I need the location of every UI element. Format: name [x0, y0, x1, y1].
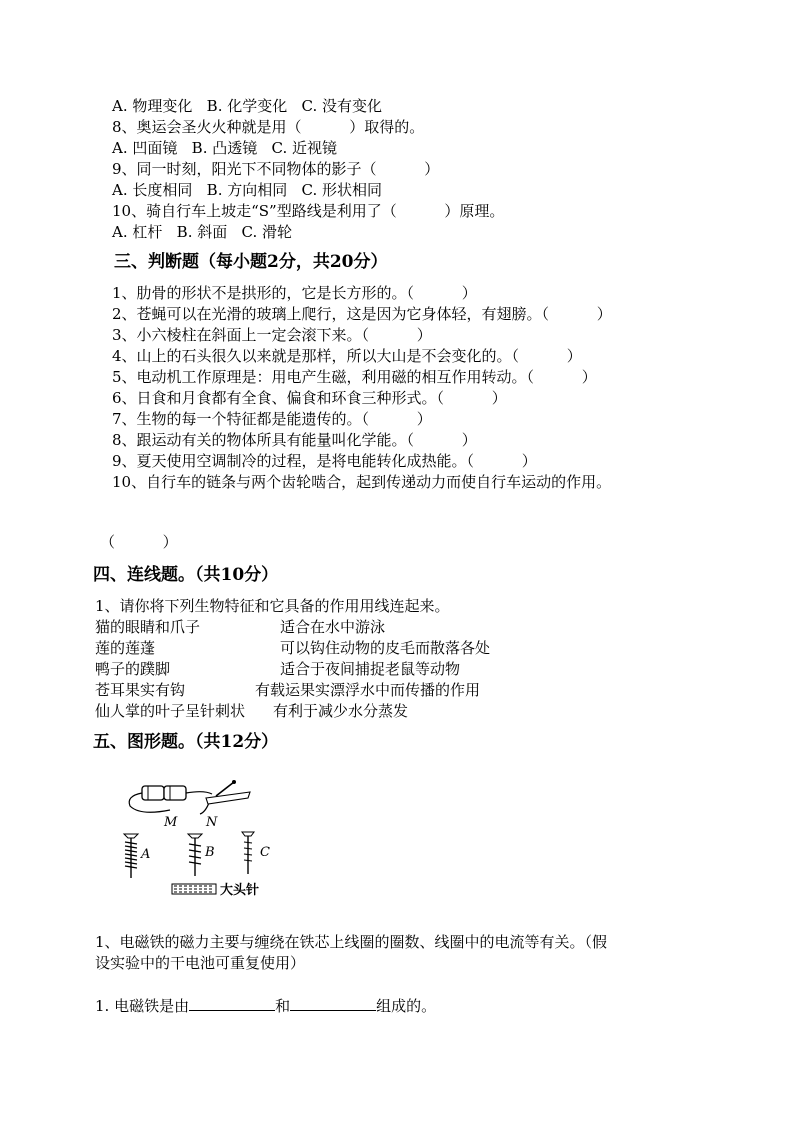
matching-left-item: 鸭子的蹼脚 [95, 660, 171, 678]
matching-right-item: 适合于夜间捕捉老鼠等动物 [280, 660, 461, 678]
matching-intro: 1、请你将下列生物特征和它具备的作用用线连起来。 [95, 597, 450, 615]
label-m: M [164, 815, 178, 830]
question-text: 设实验中的干电池可重复使用） [95, 954, 306, 972]
matching-left-item: 苍耳果实有钩 [95, 681, 186, 699]
label-a: A [141, 847, 151, 862]
label-b: B [205, 845, 215, 860]
switch-icon [206, 780, 250, 804]
choice-line: 10、骑自行车上坡走“S”型路线是利用了（ ）原理。 [112, 202, 505, 220]
choice-line: A. 杠杆 B. 斜面 C. 滑轮 [112, 223, 293, 241]
choice-line: A. 长度相同 B. 方向相同 C. 形状相同 [112, 181, 383, 199]
label-n: N [206, 815, 218, 830]
fill-blank-2[interactable] [290, 994, 376, 1011]
answer-blank: （ ） [100, 533, 178, 551]
choice-line: 9、同一时刻，阳光下不同物体的影子（ ） [112, 160, 440, 178]
tf-item: 7、生物的每一个特征都是能遗传的。（ ） [112, 410, 432, 428]
matching-right-item: 适合在水中游泳 [280, 618, 386, 636]
choice-line: 8、奥运会圣火火种就是用（ ）取得的。 [112, 118, 425, 136]
tf-item: 3、小六棱柱在斜面上一定会滚下来。（ ） [112, 326, 432, 344]
pins-icon [172, 884, 216, 894]
section-title: 三、判断题（每小题2分，共20分） [114, 252, 388, 272]
choice-line: A. 物理变化 B. 化学变化 C. 没有变化 [112, 97, 383, 115]
battery-icon [142, 786, 164, 800]
matching-left-item: 猫的眼睛和爪子 [95, 618, 201, 636]
fill-in-question [95, 994, 436, 1016]
tf-item: 9、夏天使用空调制冷的过程，是将电能转化成热能。（ ） [112, 452, 537, 470]
matching-right-item: 有载运果实漂浮水中而传播的作用 [255, 681, 481, 699]
fill-suffix: 组成的。 [376, 997, 437, 1015]
matching-left-item: 仙人掌的叶子呈针刺状 [95, 702, 246, 720]
question-text: 1、电磁铁的磁力主要与缠绕在铁芯上线圈的圈数、线圈中的电流等有关。（假 [95, 933, 608, 951]
label-c: C [260, 845, 270, 860]
nail-a-icon [124, 834, 138, 878]
tf-item: 2、苍蝇可以在光滑的玻璃上爬行，这是因为它身体轻，有翅膀。（ ） [112, 305, 612, 323]
tf-item: 6、日食和月食都有全食、偏食和环食三种形式。（ ） [112, 389, 507, 407]
choice-line: A. 凹面镜 B. 凸透镜 C. 近视镜 [112, 139, 338, 157]
tf-item: 1、肋骨的形状不是拱形的，它是长方形的。（ ） [112, 284, 477, 302]
label-pins: 大头针 [220, 883, 260, 898]
matching-right-item: 可以钩住动物的皮毛而散落各处 [280, 639, 491, 657]
nail-b-icon [188, 834, 202, 876]
tf-item: 5、电动机工作原理是：用电产生磁，利用磁的相互作用转动。（ ） [112, 368, 597, 386]
section-title: 五、图形题。（共12分） [93, 732, 279, 752]
electromagnet-figure [120, 770, 280, 900]
nail-c-icon [242, 832, 254, 874]
tf-item: 4、山上的石头很久以来就是那样，所以大山是不会变化的。（ ） [112, 347, 582, 365]
battery-icon [164, 786, 186, 800]
matching-right-item: 有利于减少水分蒸发 [273, 702, 409, 720]
tf-item: 10、自行车的链条与两个齿轮啮合，起到传递动力而使自行车运动的作用。 [112, 473, 612, 491]
fill-blank-1[interactable] [189, 994, 275, 1011]
fill-mid: 和 [275, 997, 291, 1015]
section-title: 四、连线题。（共10分） [93, 565, 279, 585]
matching-left-item: 莲的莲蓬 [95, 639, 156, 657]
tf-item: 8、跟运动有关的物体所具有能量叫化学能。（ ） [112, 431, 477, 449]
fill-prefix: 1. 电磁铁是由 [95, 997, 190, 1015]
